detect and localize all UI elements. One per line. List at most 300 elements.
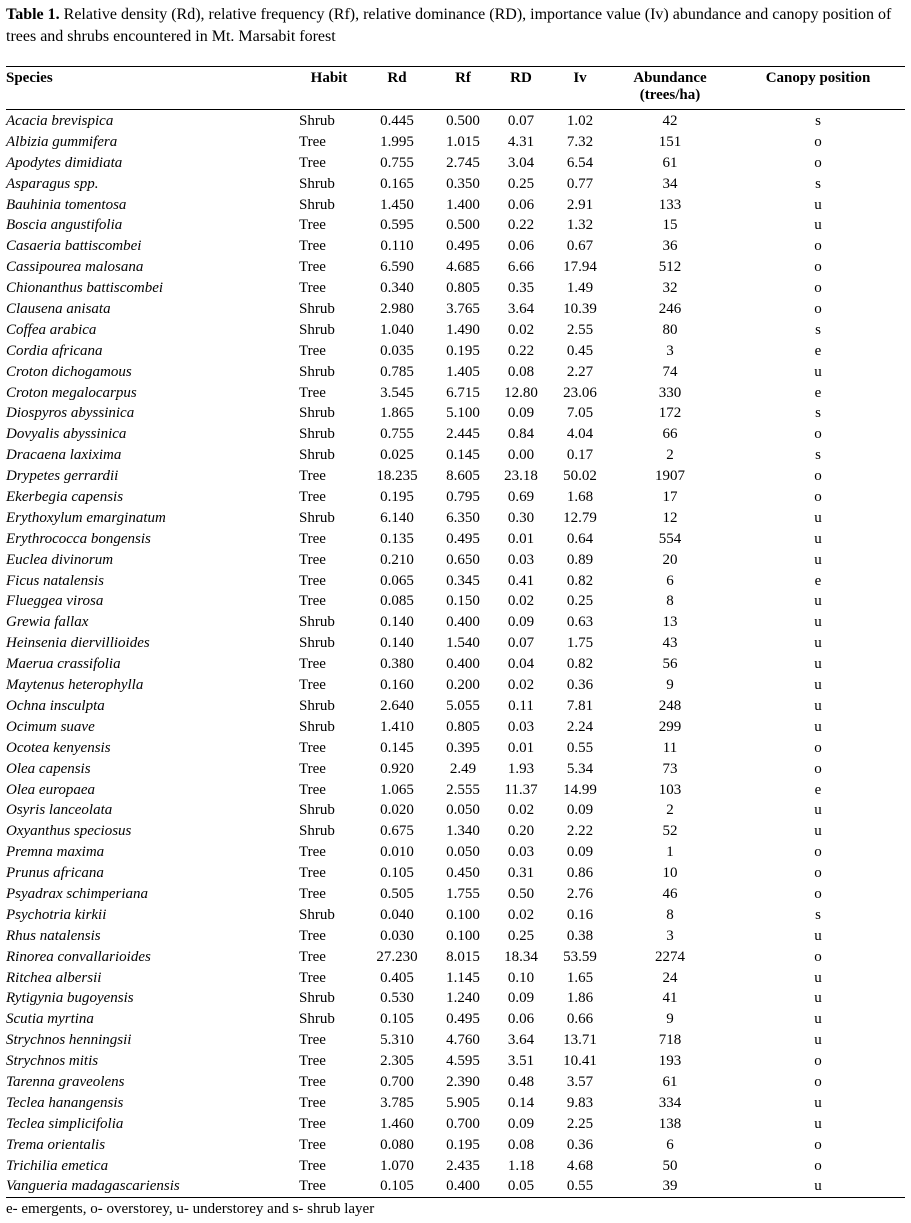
table-row (0, 1030, 911, 1051)
cell-abundance: 138 (658, 1115, 682, 1132)
cell-abundance: 46 (662, 885, 678, 902)
cell-RD: 0.25 (507, 927, 535, 944)
table-row (0, 780, 911, 801)
cell-abundance: 17 (662, 489, 678, 506)
cell-rf: 0.050 (446, 844, 480, 861)
cell-RD: 12.80 (504, 384, 538, 401)
cell-species: Grewia fallax (6, 614, 89, 631)
cell-habit: Shrub (299, 1011, 335, 1028)
cell-rf: 0.650 (446, 551, 480, 568)
cell-habit: Shrub (299, 301, 335, 318)
cell-abundance: 172 (658, 405, 682, 422)
cell-iv: 2.76 (566, 885, 594, 902)
cell-rf: 0.100 (446, 927, 480, 944)
cell-RD: 0.35 (507, 280, 535, 297)
table-row (0, 863, 911, 884)
cell-iv: 2.25 (566, 1115, 594, 1132)
cell-habit: Tree (299, 781, 326, 798)
cell-species: Coffea arabica (6, 321, 97, 338)
cell-iv: 17.94 (563, 259, 597, 276)
cell-canopy-position: u (814, 718, 822, 735)
cell-abundance: 12 (662, 509, 678, 526)
cell-species: Strychnos mitis (6, 1053, 99, 1070)
cell-iv: 7.05 (566, 405, 594, 422)
cell-canopy-position: u (814, 635, 822, 652)
cell-rd: 2.980 (380, 301, 414, 318)
cell-rf: 1.540 (446, 635, 480, 652)
cell-RD: 0.06 (507, 1011, 535, 1028)
cell-iv: 1.32 (566, 217, 594, 234)
cell-iv: 0.36 (566, 1136, 594, 1153)
cell-abundance: 6 (666, 1136, 674, 1153)
cell-rd: 27.230 (376, 948, 418, 965)
table-row (0, 299, 911, 320)
cell-iv: 1.49 (566, 280, 594, 297)
cell-rd: 2.305 (380, 1053, 414, 1070)
cell-canopy-position: o (814, 739, 822, 756)
cell-rd: 0.700 (380, 1073, 414, 1090)
cell-species: Scutia myrtina (6, 1011, 94, 1028)
table-row (0, 633, 911, 654)
cell-iv: 2.27 (566, 363, 594, 380)
cell-rf: 2.390 (446, 1073, 480, 1090)
cell-species: Croton megalocarpus (6, 384, 137, 401)
cell-habit: Tree (299, 530, 326, 547)
cell-abundance: 24 (662, 969, 678, 986)
cell-habit: Tree (299, 384, 326, 401)
table-row (0, 612, 911, 633)
cell-abundance: 74 (662, 363, 678, 380)
cell-rd: 3.785 (380, 1094, 414, 1111)
table-row (0, 654, 911, 675)
cell-rf: 1.145 (446, 969, 480, 986)
table-row (0, 926, 911, 947)
cell-abundance: 39 (662, 1178, 678, 1195)
cell-rd: 0.380 (380, 656, 414, 673)
cell-rd: 0.105 (380, 865, 414, 882)
cell-species: Psychotria kirkii (6, 906, 107, 923)
cell-habit: Tree (299, 1094, 326, 1111)
cell-species: Chionanthus battiscombei (6, 280, 164, 297)
cell-species: Bauhinia tomentosa (6, 196, 127, 213)
cell-abundance: 15 (662, 217, 678, 234)
cell-abundance: 36 (662, 238, 678, 255)
cell-habit: Tree (299, 1053, 326, 1070)
cell-rf: 2.49 (449, 760, 477, 777)
cell-rd: 0.110 (380, 238, 414, 255)
cell-iv: 2.55 (566, 321, 594, 338)
cell-iv: 9.83 (566, 1094, 594, 1111)
cell-habit: Shrub (299, 113, 335, 129)
cell-species: Erythoxylum emarginatum (6, 509, 166, 526)
cell-RD: 0.50 (507, 885, 535, 902)
cell-canopy-position: u (814, 697, 822, 714)
cell-rd: 1.410 (380, 718, 414, 735)
cell-abundance: 73 (662, 760, 678, 777)
table-row (0, 571, 911, 592)
cell-canopy-position: e (814, 572, 822, 589)
cell-rf: 0.400 (446, 614, 480, 631)
table-caption-text: Relative density (Rd), relative frequency (Rf), relative dominance (RD), importance value (Iv) abundance and canopy position of trees and shrubs encountered in Mt. Marsabit forest (6, 6, 892, 45)
cell-rd: 0.785 (380, 363, 414, 380)
cell-canopy-position: o (814, 885, 822, 902)
cell-iv: 3.57 (566, 1073, 594, 1090)
cell-habit: Shrub (299, 509, 335, 526)
cell-rf: 0.145 (446, 447, 480, 464)
cell-abundance: 34 (662, 175, 678, 192)
cell-canopy-position: o (814, 844, 822, 861)
cell-species: Tarenna graveolens (6, 1073, 125, 1090)
cell-abundance: 8 (666, 593, 674, 610)
cell-RD: 23.18 (504, 468, 538, 485)
cell-species: Psyadrax schimperiana (6, 885, 149, 902)
cell-RD: 0.10 (507, 969, 535, 986)
cell-species: Prunus africana (6, 865, 104, 882)
cell-RD: 0.69 (507, 489, 535, 506)
table-footnote: e- emergents, o- overstorey, u- understorey and s- shrub layer (6, 1201, 375, 1217)
cell-habit: Shrub (299, 175, 335, 192)
header-rd: Rd (387, 70, 407, 86)
cell-habit: Tree (299, 865, 326, 882)
cell-rd: 0.165 (380, 175, 414, 192)
cell-rd: 0.920 (380, 760, 414, 777)
cell-rd: 0.340 (380, 280, 414, 297)
cell-rd: 0.085 (380, 593, 414, 610)
cell-RD: 0.02 (507, 677, 535, 694)
cell-rd: 0.530 (380, 990, 414, 1007)
cell-canopy-position: u (814, 551, 822, 568)
cell-rd: 0.065 (380, 572, 414, 589)
table-row (0, 215, 911, 236)
cell-species: Acacia brevispica (6, 113, 114, 129)
cell-RD: 0.06 (507, 238, 535, 255)
cell-RD: 0.11 (508, 697, 534, 714)
cell-RD: 0.09 (507, 614, 535, 631)
cell-rf: 0.350 (446, 175, 480, 192)
cell-RD: 3.64 (507, 301, 535, 318)
cell-canopy-position: u (814, 677, 822, 694)
cell-iv: 0.45 (566, 342, 594, 359)
cell-habit: Shrub (299, 823, 335, 840)
cell-rf: 1.015 (446, 133, 480, 150)
cell-canopy-position: s (815, 447, 821, 464)
cell-abundance: 61 (662, 1073, 678, 1090)
header-abundance (618, 70, 722, 104)
table-row (0, 905, 911, 926)
table-row (0, 1176, 911, 1197)
cell-iv: 0.55 (566, 1178, 594, 1195)
cell-canopy-position: o (814, 154, 822, 171)
table-row (0, 717, 911, 738)
cell-RD: 1.18 (507, 1157, 535, 1174)
header-abundance-unit: (trees/ha) (639, 87, 701, 103)
cell-RD: 0.09 (507, 990, 535, 1007)
cell-species: Clausena anisata (6, 301, 111, 318)
cell-habit: Tree (299, 1115, 326, 1132)
cell-canopy-position: e (814, 781, 822, 798)
header-iv: Iv (573, 70, 587, 86)
cell-habit: Shrub (299, 363, 335, 380)
cell-rf: 3.765 (446, 301, 480, 318)
table-row (0, 884, 911, 905)
cell-canopy-position: o (814, 489, 822, 506)
cell-rd: 1.865 (380, 405, 414, 422)
header-abundance-label: Abundance (633, 70, 707, 86)
cell-rf: 0.500 (446, 217, 480, 234)
cell-habit: Tree (299, 948, 326, 965)
cell-abundance: 334 (658, 1094, 682, 1111)
cell-iv: 5.34 (566, 760, 594, 777)
cell-habit: Shrub (299, 990, 335, 1007)
cell-habit: Tree (299, 969, 326, 986)
cell-rd: 6.140 (380, 509, 414, 526)
header-canopy-position: Canopy position (765, 70, 871, 86)
cell-abundance: 50 (662, 1157, 678, 1174)
cell-iv: 0.38 (566, 927, 594, 944)
cell-RD: 0.02 (507, 593, 535, 610)
cell-iv: 14.99 (563, 781, 597, 798)
cell-canopy-position: o (814, 259, 822, 276)
table-row (0, 508, 911, 529)
cell-iv: 0.82 (566, 572, 594, 589)
cell-abundance: 13 (662, 614, 678, 631)
cell-habit: Tree (299, 154, 326, 171)
cell-habit: Tree (299, 927, 326, 944)
table-row (0, 174, 911, 195)
cell-habit: Tree (299, 259, 326, 276)
cell-canopy-position: u (814, 593, 822, 610)
cell-iv: 0.86 (566, 865, 594, 882)
cell-species: Oxyanthus speciosus (6, 823, 132, 840)
cell-abundance: 9 (666, 677, 674, 694)
cell-rd: 18.235 (376, 468, 418, 485)
cell-species: Trema orientalis (6, 1136, 106, 1153)
table-row (0, 1156, 911, 1177)
cell-rd: 1.450 (380, 196, 414, 213)
cell-iv: 0.09 (566, 844, 594, 861)
cell-iv: 0.17 (566, 447, 594, 464)
cell-canopy-position: u (814, 802, 822, 819)
table-row (0, 257, 911, 278)
cell-canopy-position: o (814, 468, 822, 485)
table-row (0, 759, 911, 780)
cell-canopy-position: o (814, 280, 822, 297)
cell-abundance: 330 (658, 384, 682, 401)
cell-RD: 0.09 (507, 405, 535, 422)
cell-species: Euclea divinorum (6, 551, 114, 568)
cell-habit: Tree (299, 677, 326, 694)
cell-rf: 0.100 (446, 906, 480, 923)
cell-rd: 0.135 (380, 530, 414, 547)
cell-habit: Shrub (299, 405, 335, 422)
cell-canopy-position: u (814, 1032, 822, 1049)
cell-rd: 0.140 (380, 635, 414, 652)
cell-abundance: 1907 (655, 468, 685, 485)
cell-RD: 0.06 (507, 196, 535, 213)
cell-iv: 0.64 (566, 530, 594, 547)
cell-habit: Tree (299, 238, 326, 255)
cell-rf: 0.795 (446, 489, 480, 506)
cell-abundance: 43 (662, 635, 678, 652)
cell-abundance: 80 (662, 321, 678, 338)
table-row (0, 591, 911, 612)
cell-habit: Tree (299, 468, 326, 485)
cell-canopy-position: o (814, 133, 822, 150)
table-row (0, 1051, 911, 1072)
cell-species: Maytenus heterophylla (6, 677, 144, 694)
table-row (0, 738, 911, 759)
cell-rd: 0.145 (380, 739, 414, 756)
cell-RD: 0.02 (507, 321, 535, 338)
cell-rf: 8.605 (446, 468, 480, 485)
cell-iv: 2.22 (566, 823, 594, 840)
table-row (0, 424, 911, 445)
table-row (0, 1072, 911, 1093)
cell-canopy-position: o (814, 1136, 822, 1153)
cell-abundance: 246 (658, 301, 682, 318)
cell-species: Ekerbegia capensis (6, 489, 124, 506)
cell-iv: 1.86 (566, 990, 594, 1007)
cell-species: Teclea hanangensis (6, 1094, 124, 1111)
cell-habit: Tree (299, 217, 326, 234)
cell-species: Dracaena laxixima (6, 447, 122, 464)
cell-iv: 1.68 (566, 489, 594, 506)
cell-canopy-position: u (814, 1115, 822, 1132)
cell-abundance: 2 (666, 447, 674, 464)
cell-canopy-position: o (814, 426, 822, 443)
cell-species: Olea capensis (6, 760, 91, 777)
cell-rd: 0.195 (380, 489, 414, 506)
cell-habit: Tree (299, 1073, 326, 1090)
cell-canopy-position: o (814, 865, 822, 882)
cell-rf: 1.240 (446, 990, 480, 1007)
cell-species: Ochna insculpta (6, 697, 105, 714)
cell-species: Teclea simplicifolia (6, 1115, 124, 1132)
cell-RD: 0.02 (507, 906, 535, 923)
cell-habit: Tree (299, 1178, 326, 1195)
cell-habit: Tree (299, 572, 326, 589)
cell-RD: 11.37 (504, 781, 538, 798)
cell-RD: 0.07 (507, 635, 535, 652)
cell-species: Premna maxima (6, 844, 105, 861)
table-row (0, 466, 911, 487)
cell-rf: 0.050 (446, 802, 480, 819)
cell-species: Olea europaea (6, 781, 96, 798)
header-habit: Habit (310, 70, 348, 86)
cell-rf: 0.450 (446, 865, 480, 882)
cell-habit: Shrub (299, 447, 335, 464)
cell-rf: 1.340 (446, 823, 480, 840)
cell-species: Rinorea convallarioides (6, 948, 151, 965)
cell-habit: Shrub (299, 802, 335, 819)
cell-rf: 0.495 (446, 530, 480, 547)
cell-abundance: 41 (662, 990, 678, 1007)
cell-rf: 0.500 (446, 113, 480, 129)
table-row (0, 821, 911, 842)
cell-rd: 0.105 (380, 1011, 414, 1028)
cell-species: Ocimum suave (6, 718, 95, 735)
cell-abundance: 1 (666, 844, 674, 861)
cell-abundance: 193 (658, 1053, 682, 1070)
cell-abundance: 2 (666, 802, 674, 819)
cell-rd: 0.595 (380, 217, 414, 234)
cell-iv: 0.66 (566, 1011, 594, 1028)
cell-species: Dovyalis abyssinica (6, 426, 127, 443)
cell-species: Boscia angustifolia (6, 217, 123, 234)
cell-rd: 0.160 (380, 677, 414, 694)
cell-canopy-position: s (815, 405, 821, 422)
cell-abundance: 42 (662, 113, 678, 129)
cell-species: Ficus natalensis (6, 572, 104, 589)
cell-iv: 2.91 (566, 196, 594, 213)
cell-RD: 0.20 (507, 823, 535, 840)
cell-habit: Shrub (299, 321, 335, 338)
cell-habit: Shrub (299, 426, 335, 443)
cell-iv: 6.54 (566, 154, 594, 171)
cell-RD: 0.03 (507, 718, 535, 735)
cell-canopy-position: s (815, 175, 821, 192)
cell-abundance: 11 (662, 739, 678, 756)
cell-iv: 50.02 (563, 468, 597, 485)
table-row (0, 800, 911, 821)
table-label: Table 1. (6, 6, 60, 23)
cell-abundance: 66 (662, 426, 678, 443)
cell-canopy-position: u (814, 1178, 822, 1195)
cell-RD: 0.30 (507, 509, 535, 526)
cell-RD: 0.03 (507, 844, 535, 861)
cell-canopy-position: u (814, 614, 822, 631)
cell-rf: 1.490 (446, 321, 480, 338)
cell-rd: 0.140 (380, 614, 414, 631)
cell-canopy-position: u (814, 509, 822, 526)
cell-habit: Tree (299, 1032, 326, 1049)
cell-RD: 0.04 (507, 656, 535, 673)
cell-habit: Tree (299, 280, 326, 297)
cell-RD: 0.22 (507, 217, 535, 234)
cell-habit: Tree (299, 885, 326, 902)
cell-rd: 1.995 (380, 133, 414, 150)
cell-canopy-position: o (814, 1053, 822, 1070)
cell-species: Flueggea virosa (6, 593, 104, 610)
cell-RD: 0.22 (507, 342, 535, 359)
table-row (0, 487, 911, 508)
cell-rf: 2.745 (446, 154, 480, 171)
cell-iv: 4.68 (566, 1157, 594, 1174)
cell-rf: 0.805 (446, 280, 480, 297)
table-body (0, 111, 911, 1197)
cell-abundance: 2274 (655, 948, 685, 965)
cell-rd: 0.755 (380, 154, 414, 171)
cell-RD: 0.09 (507, 1115, 535, 1132)
cell-canopy-position: u (814, 969, 822, 986)
cell-species: Drypetes gerrardii (6, 468, 119, 485)
table-row (0, 529, 911, 550)
cell-rf: 0.805 (446, 718, 480, 735)
cell-abundance: 554 (658, 530, 682, 547)
cell-iv: 4.04 (566, 426, 594, 443)
table-row (0, 675, 911, 696)
cell-iv: 0.16 (566, 906, 594, 923)
cell-abundance: 32 (662, 280, 678, 297)
cell-rf: 6.350 (446, 509, 480, 526)
cell-canopy-position: u (814, 530, 822, 547)
cell-rd: 1.040 (380, 321, 414, 338)
table-row (0, 132, 911, 153)
cell-habit: Tree (299, 760, 326, 777)
cell-rd: 3.545 (380, 384, 414, 401)
cell-rd: 1.070 (380, 1157, 414, 1174)
cell-habit: Tree (299, 739, 326, 756)
